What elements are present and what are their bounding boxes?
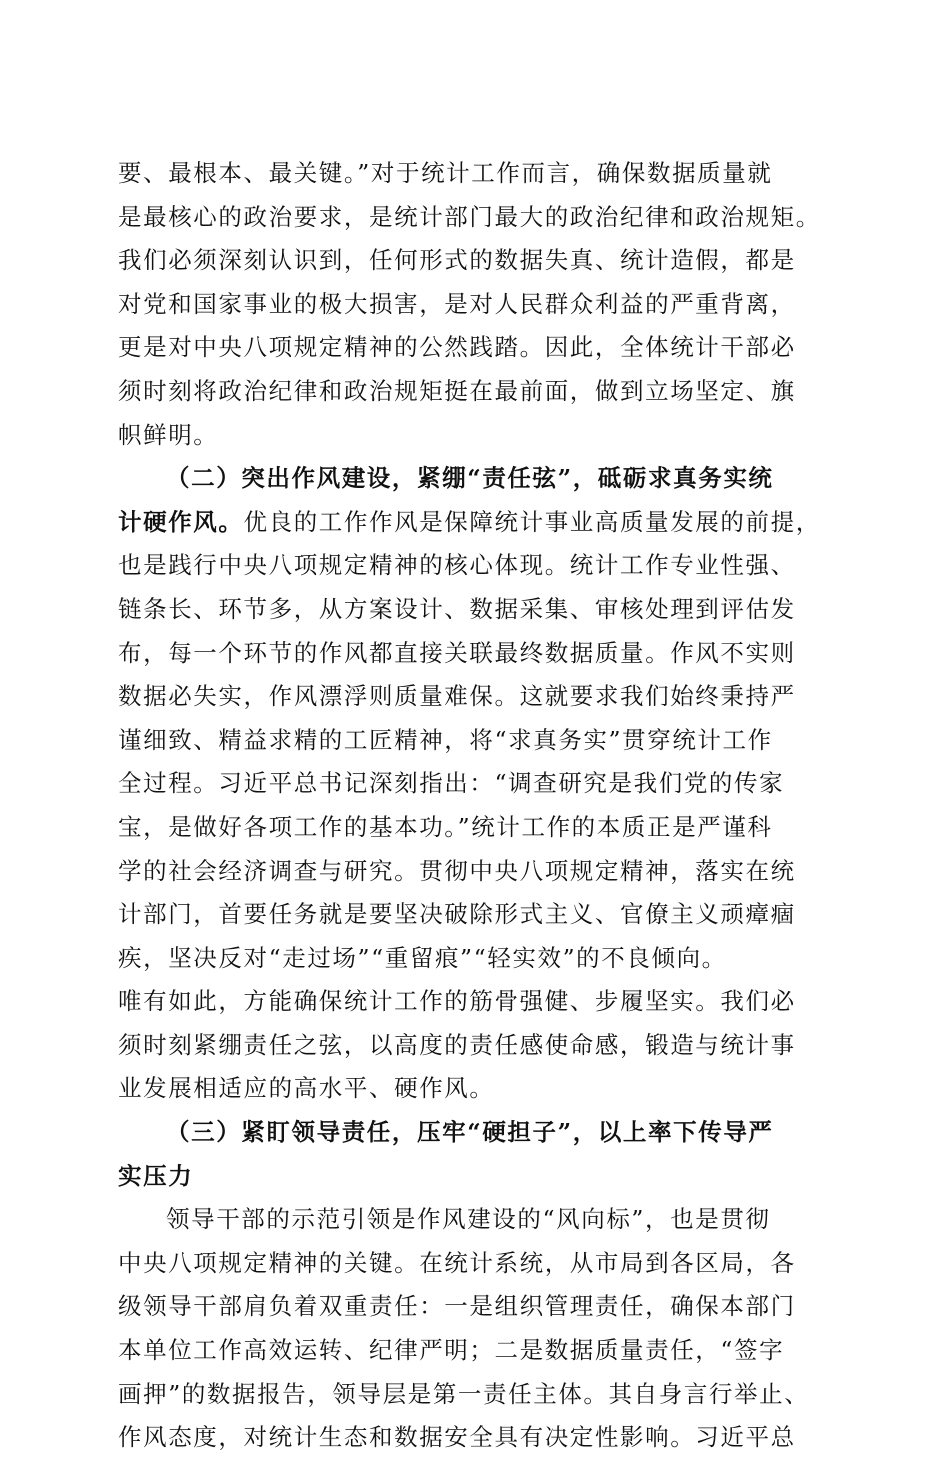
text-line: 也是践行中央八项规定精神的核心体现。统计工作专业性强、	[118, 551, 796, 580]
section-heading-3-cont: 实压力	[118, 1161, 194, 1190]
text-line: 作风态度，对统计生态和数据安全具有决定性影响。习近平总	[118, 1423, 796, 1452]
text-line: 帜鲜明。	[118, 420, 219, 449]
text-line: 中央八项规定精神的关键。在统计系统，从市局到各区局，各	[118, 1248, 796, 1277]
text-line: 谨细致、精益求精的工匠精神，将“求真务实”贯穿统计工作	[118, 725, 773, 754]
section-heading-2: （二）突出作风建设，紧绷“责任弦”，砥砺求真务实统	[166, 464, 774, 493]
text-line: 级领导干部肩负着双重责任：一是组织管理责任，确保本部门	[118, 1292, 796, 1321]
text-line: 须时刻紧绷责任之弦，以高度的责任感使命感，锻造与统计事	[118, 1030, 796, 1059]
section-heading-3: （三）紧盯领导责任，压牢“硬担子”，以上率下传导严	[166, 1118, 774, 1147]
text-line	[118, 501, 834, 545]
text-line: 唯有如此，方能确保统计工作的筋骨强健、步履坚实。我们必	[118, 987, 796, 1016]
text-line: 业发展相适应的高水平、硬作风。	[118, 1074, 495, 1103]
paragraph-start: 领导干部的示范引领是作风建设的“风向标”，也是贯彻	[166, 1205, 771, 1234]
text-line: 须时刻将政治纪律和政治规矩挺在最前面，做到立场坚定、旗	[118, 376, 796, 405]
text-line: 全过程。习近平总书记深刻指出：“调查研究是我们党的传家	[118, 769, 785, 798]
section-heading-2-cont: 计硬作风。	[118, 507, 244, 536]
text-line: 数据必失实，作风漂浮则质量难保。这就要求我们始终秉持严	[118, 682, 796, 711]
document-page	[118, 152, 834, 1460]
text-line: 计部门，首要任务就是要坚决破除形式主义、官僚主义顽瘴痼	[118, 900, 796, 929]
text-line: 我们必须深刻认识到，任何形式的数据失真、统计造假，都是	[118, 246, 796, 275]
text-line: 宝，是做好各项工作的基本功。”统计工作的本质正是严谨科	[118, 812, 773, 841]
text-line: 是最核心的政治要求，是统计部门最大的政治纪律和政治规矩。	[118, 202, 821, 231]
text-line: 学的社会经济调查与研究。贯彻中央八项规定精神，落实在统	[118, 856, 796, 885]
text-line: 疾，坚决反对“走过场”“重留痕”“轻实效”的不良倾向。	[118, 943, 727, 972]
text-line-rest: 优良的工作作风是保障统计事业高质量发展的前提，	[243, 507, 821, 536]
text-line: 要、最根本、最关键。”对于统计工作而言，确保数据质量就	[118, 159, 773, 187]
text-line: 画押”的数据报告，领导层是第一责任主体。其自身言行举止、	[118, 1379, 810, 1408]
text-line: 对党和国家事业的极大损害，是对人民群众利益的严重背离，	[118, 289, 796, 318]
text-line: 更是对中央八项规定精神的公然践踏。因此，全体统计干部必	[118, 333, 796, 362]
text-line: 链条长、环节多，从方案设计、数据采集、审核处理到评估发	[118, 594, 796, 623]
text-line: 布，每一个环节的作风都直接关联最终数据质量。作风不实则	[118, 638, 796, 667]
text-line: 本单位工作高效运转、纪律严明；二是数据质量责任，“签字	[118, 1336, 785, 1365]
